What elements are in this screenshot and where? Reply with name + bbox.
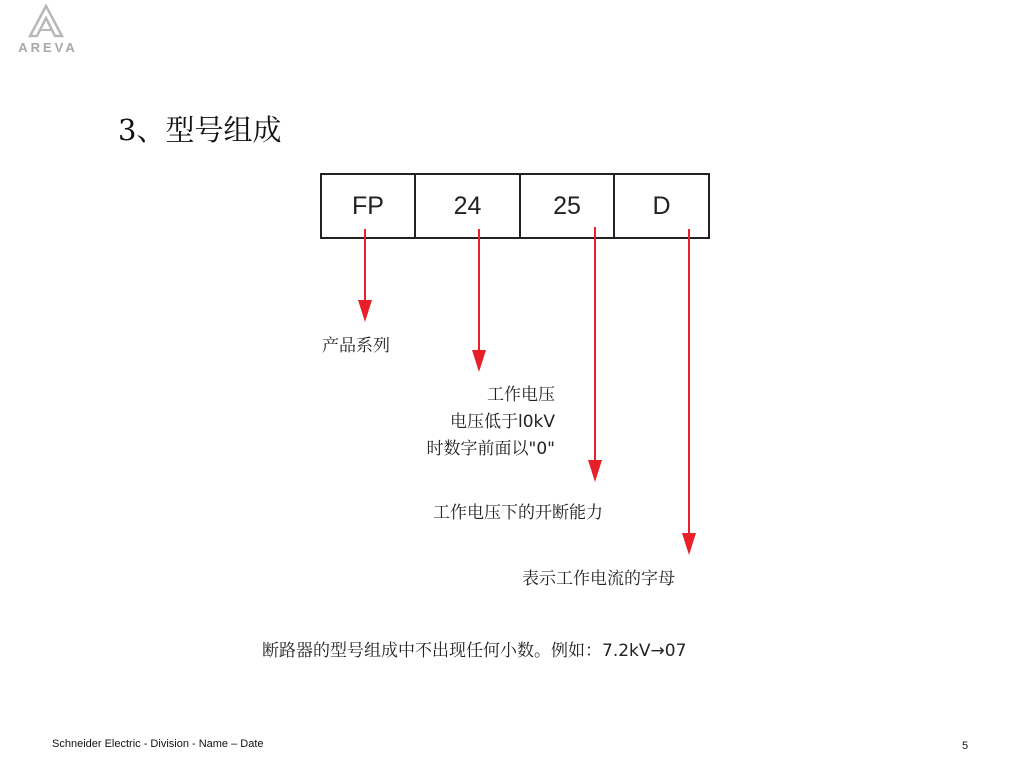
model-code-series: FP (322, 175, 416, 237)
slide-title: 3、型号组成 (118, 113, 282, 147)
model-code-breaking: 25 (521, 175, 615, 237)
model-code-voltage: 24 (416, 175, 521, 237)
label-breaking: 工作电压下的开断能力 (433, 503, 603, 523)
arrow-series (358, 229, 372, 322)
label-voltage-line1: 工作电压 (487, 385, 555, 405)
arrow-letter (682, 229, 696, 555)
logo-text: AREVA (18, 40, 78, 55)
arrow-voltage (472, 229, 486, 372)
slide-note: 断路器的型号组成中不出现任何小数。例如：7.2kV→07 (262, 641, 687, 661)
arrow-breaking (588, 227, 602, 482)
model-code-letter: D (652, 191, 671, 220)
label-letter: 表示工作电流的字母 (522, 569, 675, 589)
label-voltage-line2: 电压低于l0kV (449, 412, 555, 432)
page-number: 5 (962, 740, 969, 752)
footer-text: Schneider Electric - Division - Name – Date (52, 738, 264, 750)
label-series: 产品系列 (322, 336, 390, 356)
label-voltage-line3: 时数字前面以"0" (426, 439, 555, 459)
